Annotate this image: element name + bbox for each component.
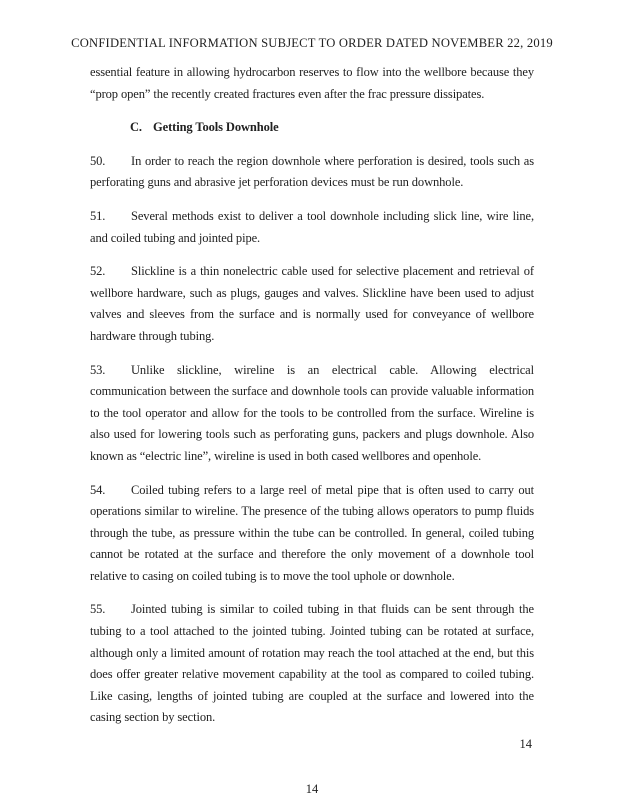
paragraph-number: 54. [90, 482, 106, 497]
body-paragraph-55 [90, 599, 534, 729]
paragraph-text: Several methods exist to deliver a tool downhole including slick line, wire line, and coiled tubing and jointed pipe. [90, 208, 534, 245]
body-paragraph-52 [90, 261, 534, 347]
paragraph-number: 55. [90, 602, 106, 617]
paragraph-text: Jointed tubing is similar to coiled tubing in that fluids can be sent through the tubing to a tool attached to the jointed tubing. Jointed tubing can be rotated at surface, although only a limited amount of rotation may reach the tool attached at the end, but this does offer greater relative movement capability at the tool as compared to coiled tubing. Like casing, lengths of jointed tubing are coupled at the surface and lowered into the casing section by section. [90, 602, 534, 725]
body-paragraph-54 [90, 480, 534, 588]
confidentiality-header: CONFIDENTIAL INFORMATION SUBJECT TO ORDER DATED NOVEMBER 22, 2019 [71, 36, 553, 50]
paragraph-text: Unlike slickline, wireline is an electrical cable. Allowing electrical communication between the surface and downhole tools can provide valuable information to the tool operator and allow for the tools to be controlled from the surface. Wireline is also used for lowering tools such as perforating guns, packers and plugs downhole. Also known as “electric line”, wireline is used in both cased wellbores and openhole. [90, 362, 534, 463]
paragraph-text: Coiled tubing refers to a large reel of metal pipe that is often used to carry out operations similar to wireline. The presence of the tubing allows operators to pump fluids through the tube, as pressure within the tube can be controlled. In general, coiled tubing cannot be rotated at the surface and therefore the only movement of a downhole tool relative to casing on coiled tubing is to move the tool uphole or downhole. [90, 482, 534, 583]
paragraph-text: In order to reach the region downhole where perforation is desired, tools such as perforating guns and abrasive jet perforation devices must be run downhole. [90, 153, 534, 190]
document-body [90, 62, 534, 741]
paragraph-number: 53. [90, 362, 106, 377]
body-paragraph-51 [90, 206, 534, 249]
paragraph-number: 52. [90, 264, 106, 279]
section-heading-title: Getting Tools Downhole [153, 120, 279, 135]
section-heading-label: C. [130, 120, 142, 135]
paragraph-text: Slickline is a thin nonelectric cable used for selective placement and retrieval of wellbore hardware, such as plugs, gauges and valves. Slickline have been used to adjust valves and sleeves from the surface and is normally used for conveyance of wellbore hardware through tubing. [90, 264, 534, 343]
page-number-footer: 14 [305, 782, 319, 796]
continuation-paragraph: essential feature in allowing hydrocarbon reserves to flow into the wellbore because they “prop open” the recently created fractures even after the frac pressure dissipates. [90, 65, 534, 101]
paragraph-number: 51. [90, 208, 106, 223]
paragraph-number: 50. [90, 153, 106, 168]
body-paragraph-53 [90, 360, 534, 468]
section-heading [130, 117, 534, 139]
body-paragraph-50 [90, 151, 534, 194]
page-number-document: 14 [519, 737, 532, 751]
